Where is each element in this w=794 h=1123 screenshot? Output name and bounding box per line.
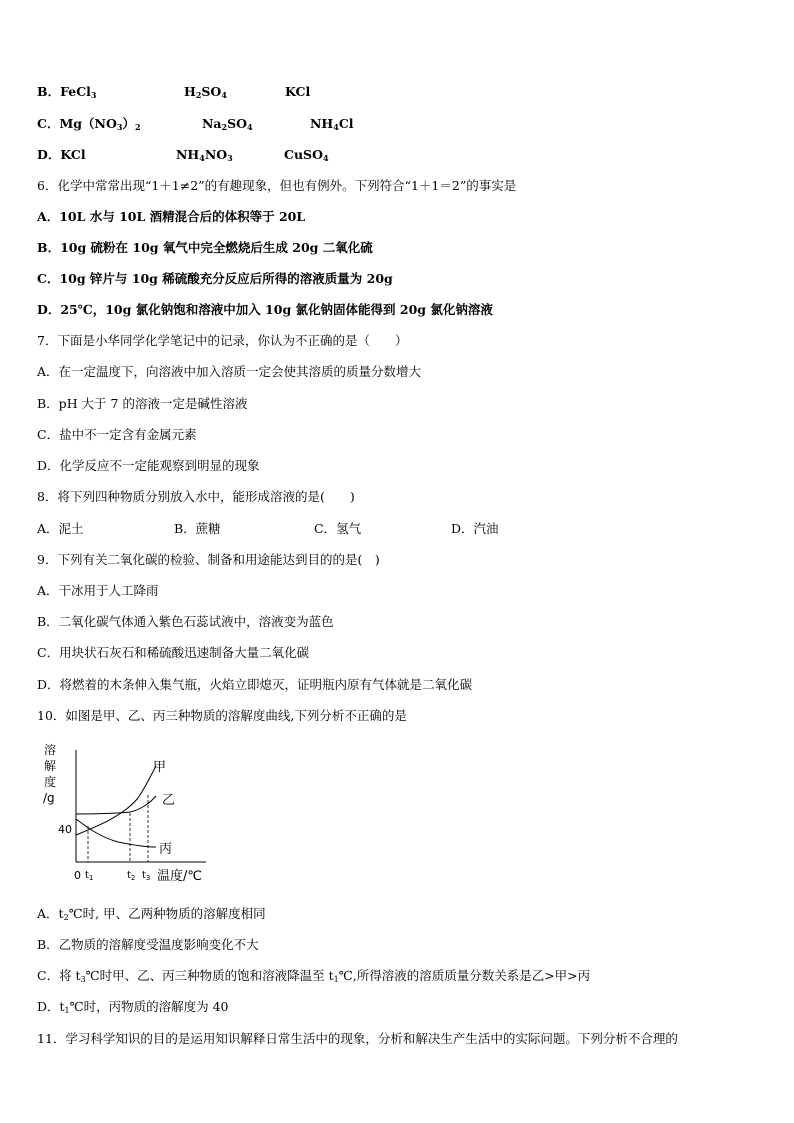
x-mark-t2: $t_2$ (127, 870, 136, 882)
q6-option-a: A．10L 水与 10L 酒精混合后的体积等于 20L (37, 209, 306, 224)
q6-option-d: D．25℃，10g 氯化钠饱和溶液中加入 10g 氯化钠固体能得到 20g 氯化钠溶液 (37, 302, 493, 317)
q9-option-d: D．将燃着的木条伸入集气瓶，火焰立即熄灭，证明瓶内原有气体就是二氧化碳 (37, 677, 473, 692)
x-mark-t1: $t_1$ (85, 870, 94, 882)
y-label-char-4: /g (43, 791, 55, 805)
q6-stem: 6．化学中常常出现“1＋1≠2”的有趣现象，但也有例外。下列符合“1＋1＝2”的事实是 (37, 178, 517, 193)
q10-option-c: C．将 $t_3℃$时甲、乙、丙三种物质的饱和溶液降温至 $t_1℃$,所得溶液的溶质质量分数关系是乙>甲>丙 (37, 968, 591, 984)
y-tick-40: 40 (58, 823, 72, 836)
series-yi-curve (76, 796, 156, 814)
q5-option-c: C．$Mg(NO_3)_2$ $Na_2SO_4$ $NH_4Cl$ (37, 116, 354, 132)
y-label-char-2: 解 (44, 759, 57, 773)
q8-option-a: A．泥土 (37, 521, 84, 536)
series-yi-label: 乙 (162, 793, 176, 808)
x-axis-label: 温度/℃ (157, 869, 202, 884)
q7-option-a: A．在一定温度下，向溶液中加入溶质一定会使其溶质的质量分数增大 (37, 364, 422, 379)
q8-option-c: C．氢气 (314, 521, 362, 536)
q9-stem: 9．下列有关二氧化碳的检验、制备和用途能达到目的的是( ) (37, 552, 380, 567)
q9-option-a: A．干冰用于人工降雨 (37, 583, 159, 598)
y-label-char-3: 度 (44, 775, 57, 789)
q8-option-d: D．汽油 (451, 521, 499, 536)
origin-label: 0 (74, 869, 81, 882)
y-label-char-1: 溶 (44, 743, 57, 757)
series-jia-curve (76, 766, 156, 835)
q10-option-b: B．乙物质的溶解度受温度影响变化不大 (37, 937, 259, 952)
q7-option-b: B．pH 大于 7 的溶液一定是碱性溶液 (37, 396, 248, 411)
q5-option-b: B．FeCl$_3$ $H_2SO_4$ KCl (37, 84, 311, 100)
series-jia-label: 甲 (153, 760, 167, 775)
series-bing-label: 丙 (159, 842, 173, 857)
q11-stem: 11．学习科学知识的目的是运用知识解释日常生活中的现象，分析和解决生产生活中的实际问题。下列分析不合理的 (37, 1031, 678, 1046)
q10-option-d: D．$t_1℃$时，丙物质的溶解度为 40 (37, 999, 229, 1015)
q9-option-b: B．二氧化碳气体通入紫色石蕊试液中，溶液变为蓝色 (37, 614, 334, 629)
q8-stem: 8．将下列四种物质分别放入水中，能形成溶液的是( ) (37, 489, 355, 504)
q8-options (37, 521, 499, 537)
q6-option-b: B．10g 硫粉在 10g 氧气中完全燃烧后生成 20g 二氧化硫 (37, 240, 373, 255)
q6-option-c: C．10g 锌片与 10g 稀硫酸充分反应后所得的溶液质量为 20g (37, 271, 393, 286)
q7-option-c: C．盐中不一定含有金属元素 (37, 427, 197, 442)
q7-option-d: D．化学反应不一定能观察到明显的现象 (37, 458, 260, 473)
q10-option-a: A．$t_2℃$时, 甲、乙两种物质的溶解度相同 (37, 906, 266, 922)
q9-option-c: C．用块状石灰石和稀硫酸迅速制备大量二氧化碳 (37, 645, 310, 660)
q7-stem: 7．下面是小华同学化学笔记中的记录，你认为不正确的是（ ） (37, 333, 408, 348)
q10-stem: 10．如图是甲、乙、丙三种物质的溶解度曲线,下列分析不正确的是 (37, 708, 407, 723)
x-mark-t3: $t_3$ (142, 870, 151, 882)
q5-option-d: D．KCl $NH_4NO_3$ CuSO$_4$ (37, 147, 329, 163)
solubility-chart (38, 738, 218, 888)
q8-option-b: B．蔗糖 (174, 521, 221, 536)
